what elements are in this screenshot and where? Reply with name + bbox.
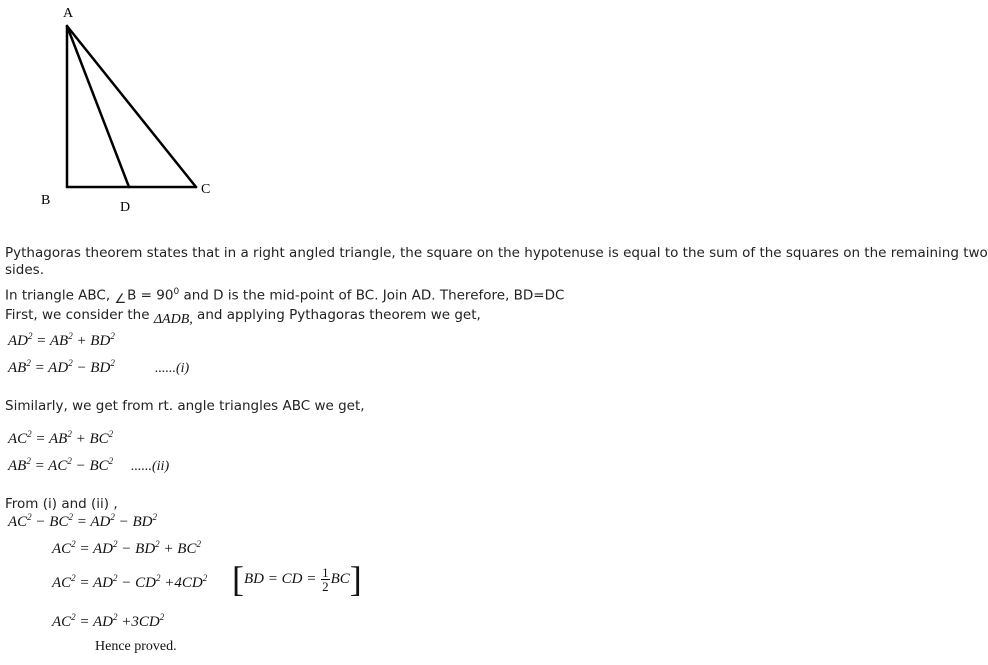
vertex-label-b: B	[41, 193, 51, 208]
left-bracket: [	[232, 558, 244, 599]
eq7-a: AC	[52, 575, 72, 591]
given-text-a: In triangle ABC,	[5, 287, 111, 304]
conclusion-text: Hence proved.	[95, 639, 177, 654]
eq5-sq4: 2	[152, 512, 157, 522]
equation-6	[52, 541, 201, 558]
side-ac	[67, 26, 196, 187]
eq3-sq2: 2	[67, 429, 72, 439]
fraction-numerator: 1	[322, 565, 329, 580]
eq1-sq3: 2	[110, 331, 115, 341]
consider-statement	[5, 307, 481, 328]
eq1-term2: + BD	[72, 333, 111, 349]
eq7-b: = AD	[75, 575, 114, 591]
eq6-sq1: 2	[71, 539, 76, 549]
eq8-b: = AD	[75, 614, 114, 630]
eq1-lhs: AD	[8, 333, 28, 349]
eq4-sq3: 2	[108, 456, 114, 466]
eq7-c: − CD	[117, 575, 156, 591]
equation-5	[8, 514, 157, 531]
eq5-sq2: 2	[68, 512, 73, 522]
eq8-sq3: 2	[159, 612, 165, 622]
eq8-a: AC	[52, 614, 72, 630]
bracket-expr: BD = CD =	[244, 570, 321, 587]
eq8-sq1: 2	[71, 612, 76, 622]
eq1-sq1: 2	[28, 331, 33, 341]
eq5-d: − BD	[114, 514, 153, 530]
triangle-adb: ΔADB,	[153, 312, 193, 327]
eq4-lhs: AB	[8, 458, 27, 474]
equation-7	[52, 575, 207, 592]
theorem-text-line2: sides.	[5, 262, 44, 278]
vertex-label-a: A	[63, 6, 74, 21]
eq7-sq4: 2	[202, 573, 208, 583]
equation-2	[8, 360, 115, 377]
eq6-sq2: 2	[113, 539, 118, 549]
right-bracket: ]	[349, 558, 362, 599]
eq3-sq3: 2	[108, 429, 114, 439]
given-text-c: and D is the mid-point of BC. Join AD. Therefore, BD=DC	[179, 287, 565, 304]
eq3-lhs: AC	[8, 431, 28, 447]
angle-icon: ∠	[114, 291, 127, 307]
eq6-sq3: 2	[155, 539, 160, 549]
eq6-d: + BC	[159, 541, 197, 557]
eq5-sq1: 2	[27, 512, 32, 522]
eq7-d: +4CD	[160, 575, 203, 591]
equation-4	[8, 458, 113, 475]
eq1-term1: = AB	[32, 333, 69, 349]
theorem-text-line1: Pythagoras theorem states that in a right angled triangle, the square on the hypotenuse is equal to the sum of the squares on the remaining two	[5, 245, 988, 261]
fraction-denominator: 2	[322, 579, 329, 594]
equation-2-tag: ......(i)	[155, 361, 190, 376]
consider-text-a: First, we consider the	[5, 307, 150, 323]
theorem-statement	[5, 245, 988, 262]
eq4-term1: = AC	[30, 458, 68, 474]
eq3-term2: + BC	[71, 431, 109, 447]
eq2-lhs: AB	[8, 360, 27, 376]
equation-8	[52, 614, 164, 631]
consider-text-b: and applying Pythagoras theorem we get,	[192, 307, 481, 323]
equation-3	[8, 431, 113, 448]
given-statement	[5, 284, 564, 308]
eq6-a: AC	[52, 541, 72, 557]
point-label-d: D	[120, 200, 131, 215]
equation-4-tag: ......(ii)	[131, 459, 170, 474]
given-text-b: B = 90	[127, 287, 174, 304]
eq4-sq2: 2	[67, 456, 72, 466]
vertex-label-c: C	[201, 182, 211, 197]
from-statement	[5, 496, 118, 513]
triangle-figure	[0, 0, 230, 220]
eq8-sq2: 2	[113, 612, 118, 622]
from-text: From (i) and (ii) ,	[5, 496, 118, 512]
eq3-term1: = AB	[31, 431, 68, 447]
similarly-text: Similarly, we get from rt. angle triangles ABC we get,	[5, 398, 365, 414]
eq5-a: AC	[8, 514, 28, 530]
eq7-sq3: 2	[156, 573, 161, 583]
eq4-term2: − BC	[71, 458, 109, 474]
eq2-sq1: 2	[26, 358, 31, 368]
median-ad	[67, 26, 129, 187]
eq3-sq1: 2	[27, 429, 32, 439]
degree-mark: 0	[173, 287, 180, 297]
eq8-c: +3CD	[117, 614, 160, 630]
eq6-b: = AD	[75, 541, 114, 557]
eq6-c: − BD	[117, 541, 156, 557]
bracket-tail: BC	[330, 570, 350, 587]
eq4-sq1: 2	[26, 456, 31, 466]
eq1-sq2: 2	[68, 331, 73, 341]
eq6-sq4: 2	[196, 539, 201, 549]
theorem-statement-cont	[5, 262, 44, 279]
half-fraction	[321, 566, 330, 593]
eq2-sq2: 2	[68, 358, 73, 368]
eq2-sq3: 2	[110, 358, 115, 368]
similarly-statement	[5, 398, 365, 415]
eq5-c: = AD	[72, 514, 111, 530]
eq5-b: − BC	[31, 514, 69, 530]
equation-1	[8, 333, 115, 350]
eq7-sq2: 2	[113, 573, 118, 583]
eq2-term1: = AD	[30, 360, 69, 376]
bracket-note	[232, 558, 362, 599]
eq2-term2: − BD	[72, 360, 111, 376]
eq7-sq1: 2	[71, 573, 76, 583]
eq5-sq3: 2	[110, 512, 115, 522]
